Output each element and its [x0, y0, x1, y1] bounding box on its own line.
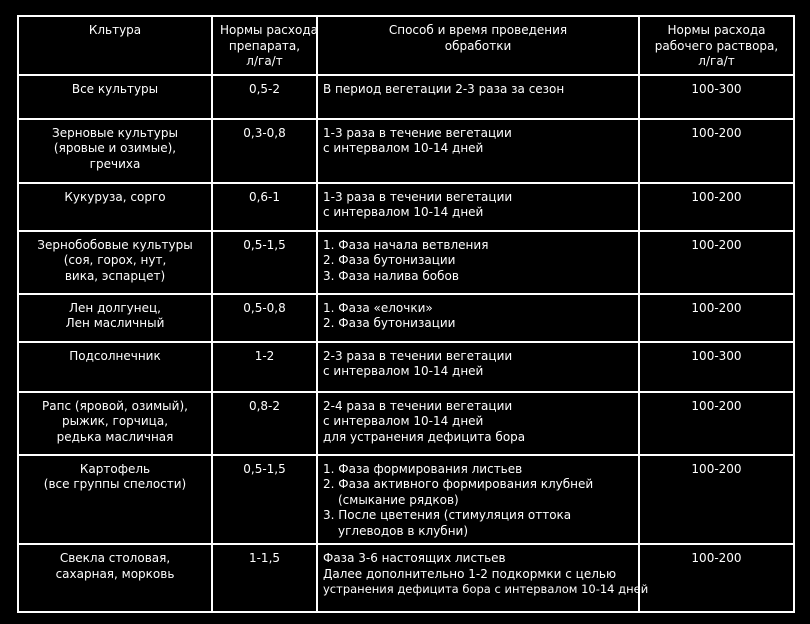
- table-row: [18, 231, 794, 294]
- page: [17, 15, 795, 613]
- crop-text: (все группы спелости): [43, 477, 187, 491]
- method-text: 2-4 раза в течении вегетации: [323, 398, 513, 413]
- crop-text: сахарная, морковь: [55, 566, 175, 581]
- crop-text: Подсолнечник: [69, 348, 161, 363]
- method-text: 2. Фаза бутонизации: [323, 316, 456, 330]
- rate-cell: 0,6-1: [212, 183, 317, 231]
- header-rate-line: Нормы расхода: [220, 23, 318, 37]
- method-cell: [317, 294, 639, 342]
- method-text: В период вегетации 2-3 раза за сезон: [323, 81, 565, 96]
- table-row: [18, 342, 794, 392]
- crop-text: Картофель: [79, 461, 151, 476]
- rate-cell: 0,3-0,8: [212, 119, 317, 183]
- method-text: 3. После цветения (стимуляция оттока: [323, 508, 572, 522]
- rate-cell: 0,5-0,8: [212, 294, 317, 342]
- method-text: Далее дополнительно 1-2 подкормки с целью: [323, 566, 617, 581]
- crop-text: Лен масличный: [65, 316, 165, 330]
- crop-text: вика, эспарцет): [64, 268, 166, 283]
- crop-treatment-table: [17, 15, 795, 613]
- method-text: 2. Фаза активного формирования клубней: [323, 477, 594, 491]
- method-cell: [317, 183, 639, 231]
- method-cell: [317, 231, 639, 294]
- header-rate-line: препарата,: [228, 38, 301, 53]
- rate-cell: 0,5-2: [212, 75, 317, 119]
- header-solution-line: рабочего раствора,: [654, 38, 779, 53]
- table-row: [18, 119, 794, 183]
- method-text: 2-3 раза в течении вегетации: [323, 348, 513, 363]
- method-text: с интервалом 10-14 дней: [323, 141, 484, 155]
- method-cell: [317, 75, 639, 119]
- method-text: 1-3 раза в течении вегетации: [323, 189, 513, 204]
- rate-cell: 1-2: [212, 342, 317, 392]
- header-method: [317, 16, 639, 75]
- solution-cell: 100-200: [639, 119, 794, 183]
- method-text: (смыкание рядков): [338, 492, 459, 507]
- solution-cell: 100-200: [639, 392, 794, 455]
- crop-text: (соя, горох, нут,: [63, 253, 167, 267]
- crop-text: Свекла столовая,: [59, 551, 171, 565]
- rate-cell: 0,8-2: [212, 392, 317, 455]
- crop-text: Все культуры: [71, 81, 159, 96]
- solution-cell: 100-200: [639, 231, 794, 294]
- table-row: [18, 183, 794, 231]
- method-text: с интервалом 10-14 дней: [323, 205, 484, 219]
- method-text: с интервалом 10-14 дней: [323, 364, 484, 378]
- solution-cell: 100-200: [639, 455, 794, 545]
- table-row: [18, 75, 794, 119]
- method-cell: [317, 392, 639, 455]
- crop-cell: [18, 183, 212, 231]
- crop-cell: [18, 294, 212, 342]
- solution-cell: 100-200: [639, 183, 794, 231]
- method-cell: [317, 544, 649, 612]
- crop-text: Лен долгунец,: [69, 300, 161, 315]
- table-row: [18, 392, 794, 455]
- crop-text: Зернобобовые культуры: [37, 237, 193, 252]
- crop-cell: [18, 342, 212, 392]
- method-text: 1. Фаза начала ветвления: [323, 237, 489, 252]
- crop-cell: [18, 455, 212, 545]
- solution-cell: 100-200: [639, 544, 794, 612]
- solution-cell: 100-300: [639, 342, 794, 392]
- solution-cell: 100-200: [639, 294, 794, 342]
- crop-cell: [18, 231, 212, 294]
- crop-cell: [18, 75, 212, 119]
- method-text: для устранения дефицита бора: [323, 429, 526, 444]
- method-text: 1. Фаза «елочки»: [323, 300, 433, 315]
- solution-cell: 100-300: [639, 75, 794, 119]
- crop-cell: [18, 544, 212, 612]
- method-text: 1. Фаза формирования листьев: [323, 461, 523, 476]
- header-method-line: Способ и время проведения: [388, 23, 568, 37]
- table-row: [18, 455, 794, 545]
- header-rate-line: л/га/т: [246, 54, 283, 68]
- header-crop: [18, 16, 212, 75]
- method-text: устранения дефицита бора с интервалом 10-14 дней: [323, 582, 649, 596]
- method-text: 3. Фаза налива бобов: [323, 268, 459, 283]
- crop-text: рыжик, горчица,: [61, 414, 169, 428]
- header-row: [18, 16, 794, 75]
- crop-text: (яровые и озимые),: [53, 141, 177, 155]
- header-rate: [212, 16, 317, 75]
- crop-text: Кукуруза, сорго: [64, 189, 166, 204]
- method-cell: [317, 342, 639, 392]
- header-solution: [639, 16, 794, 75]
- crop-text: гречиха: [89, 156, 141, 171]
- table-row: [18, 294, 794, 342]
- header-solution-line: Нормы расхода: [667, 23, 766, 37]
- crop-text: Рапс (яровой, озимый),: [42, 398, 188, 413]
- method-cell: [317, 119, 639, 183]
- crop-text: Зерновые культуры: [52, 125, 178, 140]
- method-cell: [317, 455, 639, 545]
- crop-cell: [18, 119, 212, 183]
- crop-cell: [18, 392, 212, 455]
- rate-cell: 1-1,5: [212, 544, 317, 612]
- method-text: углеводов в клубни): [338, 523, 469, 538]
- header-crop-line: Кльтура: [88, 23, 142, 37]
- header-solution-line: л/га/т: [698, 54, 735, 68]
- header-method-line: обработки: [444, 38, 512, 53]
- table-row: [18, 544, 794, 612]
- method-text: с интервалом 10-14 дней: [323, 414, 484, 428]
- crop-text: редька масличная: [56, 429, 174, 444]
- rate-cell: 0,5-1,5: [212, 455, 317, 545]
- method-text: 1-3 раза в течение вегетации: [323, 125, 512, 140]
- method-text: Фаза 3-6 настоящих листьев: [323, 551, 506, 565]
- method-text: 2. Фаза бутонизации: [323, 253, 456, 267]
- rate-cell: 0,5-1,5: [212, 231, 317, 294]
